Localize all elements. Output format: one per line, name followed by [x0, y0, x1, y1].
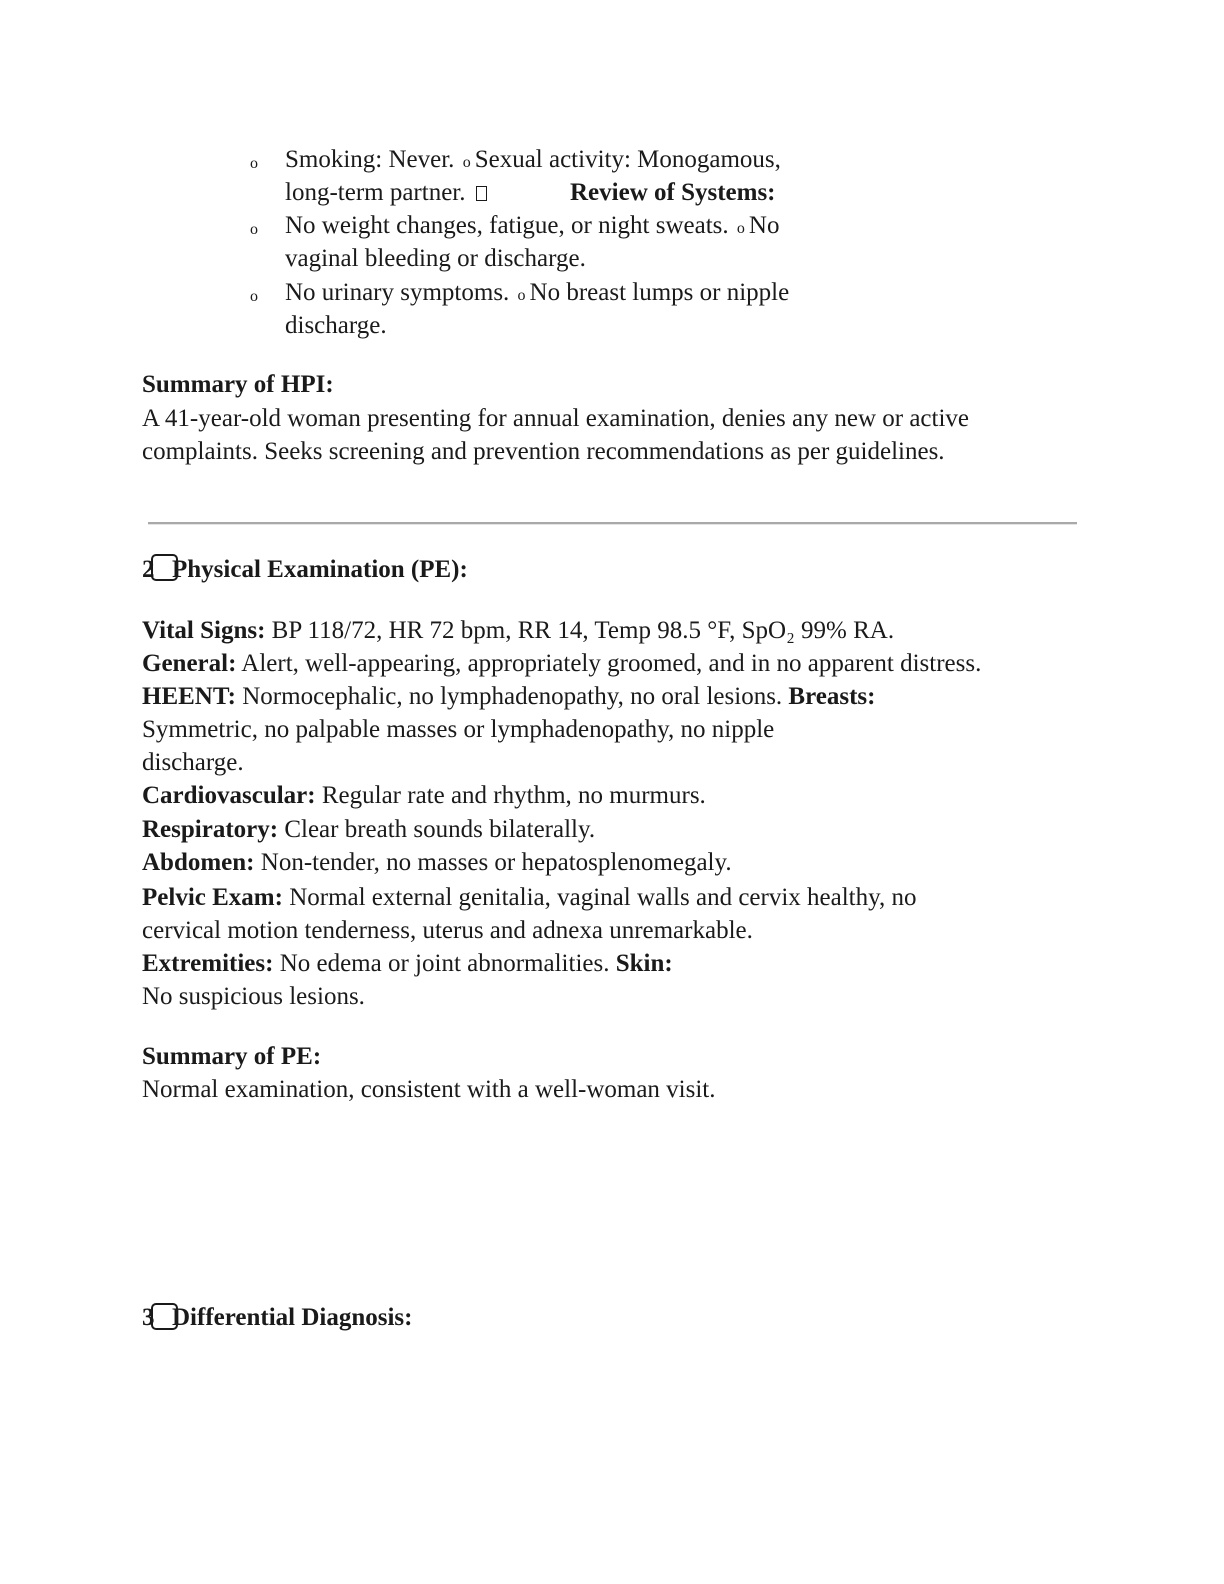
breasts-line-1: Symmetric, no palpable masses or lymphadenopathy, no nipple: [142, 716, 775, 743]
ros-text: No urinary symptoms.: [285, 279, 510, 306]
vitals-line: [142, 614, 894, 647]
hpi-summary-line-2: complaints. Seeks screening and prevention recommendations as per guidelines.: [142, 438, 945, 465]
list-bullet: o: [736, 220, 745, 237]
resp-text: Clear breath sounds bilaterally.: [284, 816, 596, 843]
skin-label: Skin:: [615, 950, 673, 977]
hpi-summary-line-1: A 41-year-old woman presenting for annual examination, denies any new or active: [142, 405, 970, 432]
list-bullet: o: [250, 155, 258, 172]
ros-line-3: [285, 276, 789, 312]
skin-line: No suspicious lesions.: [142, 983, 365, 1010]
vitals-text: BP 118/72, HR 72 bpm, RR 14, Temp 98.5 °F, SpO₂ 99% RA.: [271, 617, 895, 644]
extremities-label: Extremities:: [142, 950, 274, 977]
ros-heading: Review of Systems:: [570, 179, 776, 206]
pe-summary-text: Normal examination, consistent with a well-woman visit.: [142, 1076, 716, 1103]
list-bullet: o: [517, 287, 526, 304]
vitals-label: Vital Signs:: [142, 617, 266, 644]
abdomen-label: Abdomen:: [142, 849, 255, 876]
pe-summary-heading: Summary of PE:: [142, 1043, 322, 1070]
pe-heading: Physical Examination (PE):: [172, 556, 468, 583]
list-bullet: o: [250, 221, 258, 238]
section-number: 2: [142, 556, 155, 583]
hpi-summary-heading: Summary of HPI:: [142, 371, 334, 398]
ros-line-4: discharge.: [285, 312, 387, 339]
breasts-line-2: discharge.: [142, 749, 244, 776]
pelvic-label: Pelvic Exam:: [142, 884, 283, 911]
sexual-activity-text: Sexual activity: Monogamous,: [474, 146, 781, 173]
ros-line-1: [285, 209, 779, 245]
cardio-line: [142, 779, 706, 812]
resp-label: Respiratory:: [142, 816, 279, 843]
heent-text: Normocephalic, no lymphadenopathy, no oral lesions.: [242, 683, 783, 710]
ros-text: No: [748, 212, 780, 239]
heent-label: HEENT:: [142, 683, 236, 710]
abdomen-line: [142, 846, 732, 879]
cardio-text: Regular rate and rhythm, no murmurs.: [321, 782, 706, 809]
general-label: General:: [142, 650, 237, 677]
ros-text: No breast lumps or nipple: [529, 279, 790, 306]
extremities-text: No edema or joint abnormalities.: [279, 950, 610, 977]
smoking-line: [285, 143, 781, 179]
resp-line: [142, 813, 595, 846]
missing-glyph-box-icon: [476, 186, 487, 201]
ros-line-2: vaginal bleeding or discharge.: [285, 245, 586, 272]
extremities-line: [142, 947, 673, 980]
pelvic-line-2: cervical motion tenderness, uterus and adnexa unremarkable.: [142, 917, 753, 944]
cardio-label: Cardiovascular:: [142, 782, 316, 809]
ddx-heading: Differential Diagnosis:: [172, 1304, 413, 1331]
general-line: [142, 647, 981, 680]
section-number: 3: [142, 1304, 155, 1331]
list-bullet: o: [462, 154, 471, 171]
breasts-label: Breasts:: [788, 683, 876, 710]
pelvic-text: Normal external genitalia, vaginal walls and cervix healthy, no: [289, 884, 917, 911]
partner-line: [285, 176, 487, 209]
abdomen-text: Non-tender, no masses or hepatosplenomegaly.: [260, 849, 732, 876]
smoking-text: Smoking: Never.: [285, 146, 455, 173]
list-bullet: o: [250, 288, 258, 305]
partner-text: long-term partner.: [285, 179, 466, 206]
pelvic-line-1: [142, 881, 917, 914]
ros-text: No weight changes, fatigue, or night sweats.: [285, 212, 729, 239]
general-text: Alert, well-appearing, appropriately groomed, and in no apparent distress.: [241, 650, 982, 677]
heent-line: [142, 680, 875, 713]
section-divider: [148, 522, 1077, 525]
